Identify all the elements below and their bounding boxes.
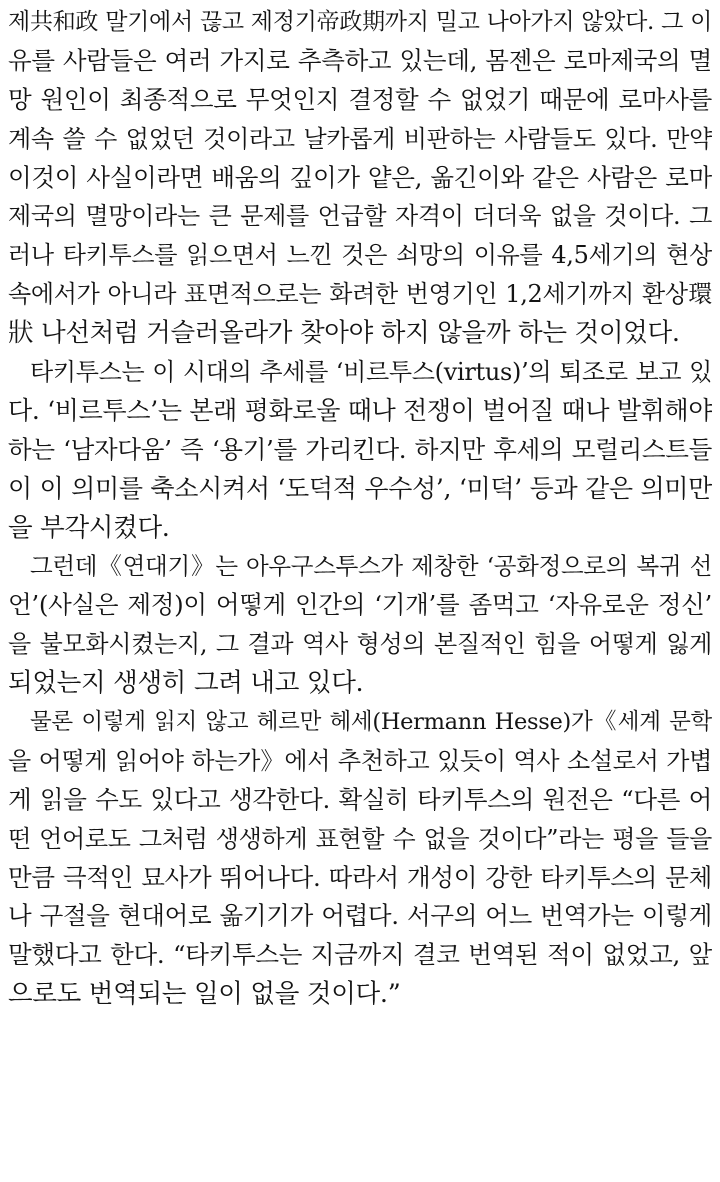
paragraph-1 [8,3,712,353]
paragraph-2 [8,353,712,547]
text-line: 떤 언어로도 그처럼 생생하게 표현할 수 없을 것이다”라는 평을 들을 [8,824,712,853]
text-line: 되었는지 생생히 그려 내고 있다. [8,668,364,699]
text-line: 언’(사실은 제정)이 어떻게 인간의 ‘기개’를 좀먹고 ‘자유로운 정신’ [8,590,712,620]
text-line: 狀 나선처럼 거슬러올라가 찾아야 하지 않을까 하는 것이었다. [8,318,680,349]
text-line: 게 읽을 수도 있다고 생각한다. 확실히 타키투스의 원전은 “다른 어 [8,784,712,814]
text-line: 으로도 번역되는 일이 없을 것이다.” [8,979,401,1010]
text-line: 말했다고 한다. “타키투스는 지금까지 결코 번역된 적이 없었고, 앞 [8,940,712,970]
text-line: 물론 이렇게 읽지 않고 헤르만 헤세(Hermann Hesse)가《세계 문학 [30,709,712,736]
text-line: 을 어떻게 읽어야 하는가》에서 추천하고 있듯이 역사 소설로서 가볍 [8,746,712,775]
text-line: 을 부각시켰다. [8,512,170,543]
text-line: 제共和政 말기에서 끊고 제정기帝政期까지 밀고 나아가지 않았다. 그 이 [8,9,712,35]
text-line: 제국의 멸망이라는 큰 문제를 언급할 자격이 더더욱 없을 것이다. 그 [8,202,712,231]
text-line: 그런데《연대기》는 아우구스투스가 제창한 ‘공화정으로의 복귀 선 [30,552,712,581]
text-line: 만큼 극적인 묘사가 뛰어나다. 따라서 개성이 강한 타키투스의 문체 [8,862,712,892]
text-line: 러나 타키투스를 읽으면서 느낀 것은 쇠망의 이유를 4,5세기의 현상 [8,241,712,270]
text-line: 계속 쓸 수 없었던 것이라고 날카롭게 비판하는 사람들도 있다. 만약 [8,124,712,153]
paragraph-4 [8,703,712,1014]
text-line: 타키투스는 이 시대의 추세를 ‘비르투스(virtus)’의 퇴조로 보고 있 [30,358,712,387]
text-line: 이 이 의미를 축소시켜서 ‘도덕적 우수성’, ‘미덕’ 등과 같은 의미만 [8,473,712,503]
text-line: 유를 사람들은 여러 가지로 추측하고 있는데, 몸젠은 로마제국의 멸 [8,45,712,75]
text-line: 하는 ‘남자다움’ 즉 ‘용기’를 가리킨다. 하지만 후세의 모럴리스트들 [8,434,712,464]
text-line: 나 구절을 현대어로 옮기기가 어렵다. 서구의 어느 번역가는 이렇게 [8,901,712,931]
text-line: 이것이 사실이라면 배움의 깊이가 얕은, 옮긴이와 같은 사람은 로마 [8,162,712,192]
text-line: 망 원인이 최종적으로 무엇인지 결정할 수 없었기 때문에 로마사를 [8,84,712,114]
text-line: 다. ‘비르투스’는 본래 평화로울 때나 전쟁이 벌어질 때나 발휘해야 [8,395,712,425]
text-line: 속에서가 아니라 표면적으로는 화려한 번영기인 1,2세기까지 환상環 [8,280,712,309]
paragraph-3 [8,547,712,703]
text-line: 을 불모화시켰는지, 그 결과 역사 형성의 본질적인 힘을 어떻게 잃게 [8,630,712,659]
